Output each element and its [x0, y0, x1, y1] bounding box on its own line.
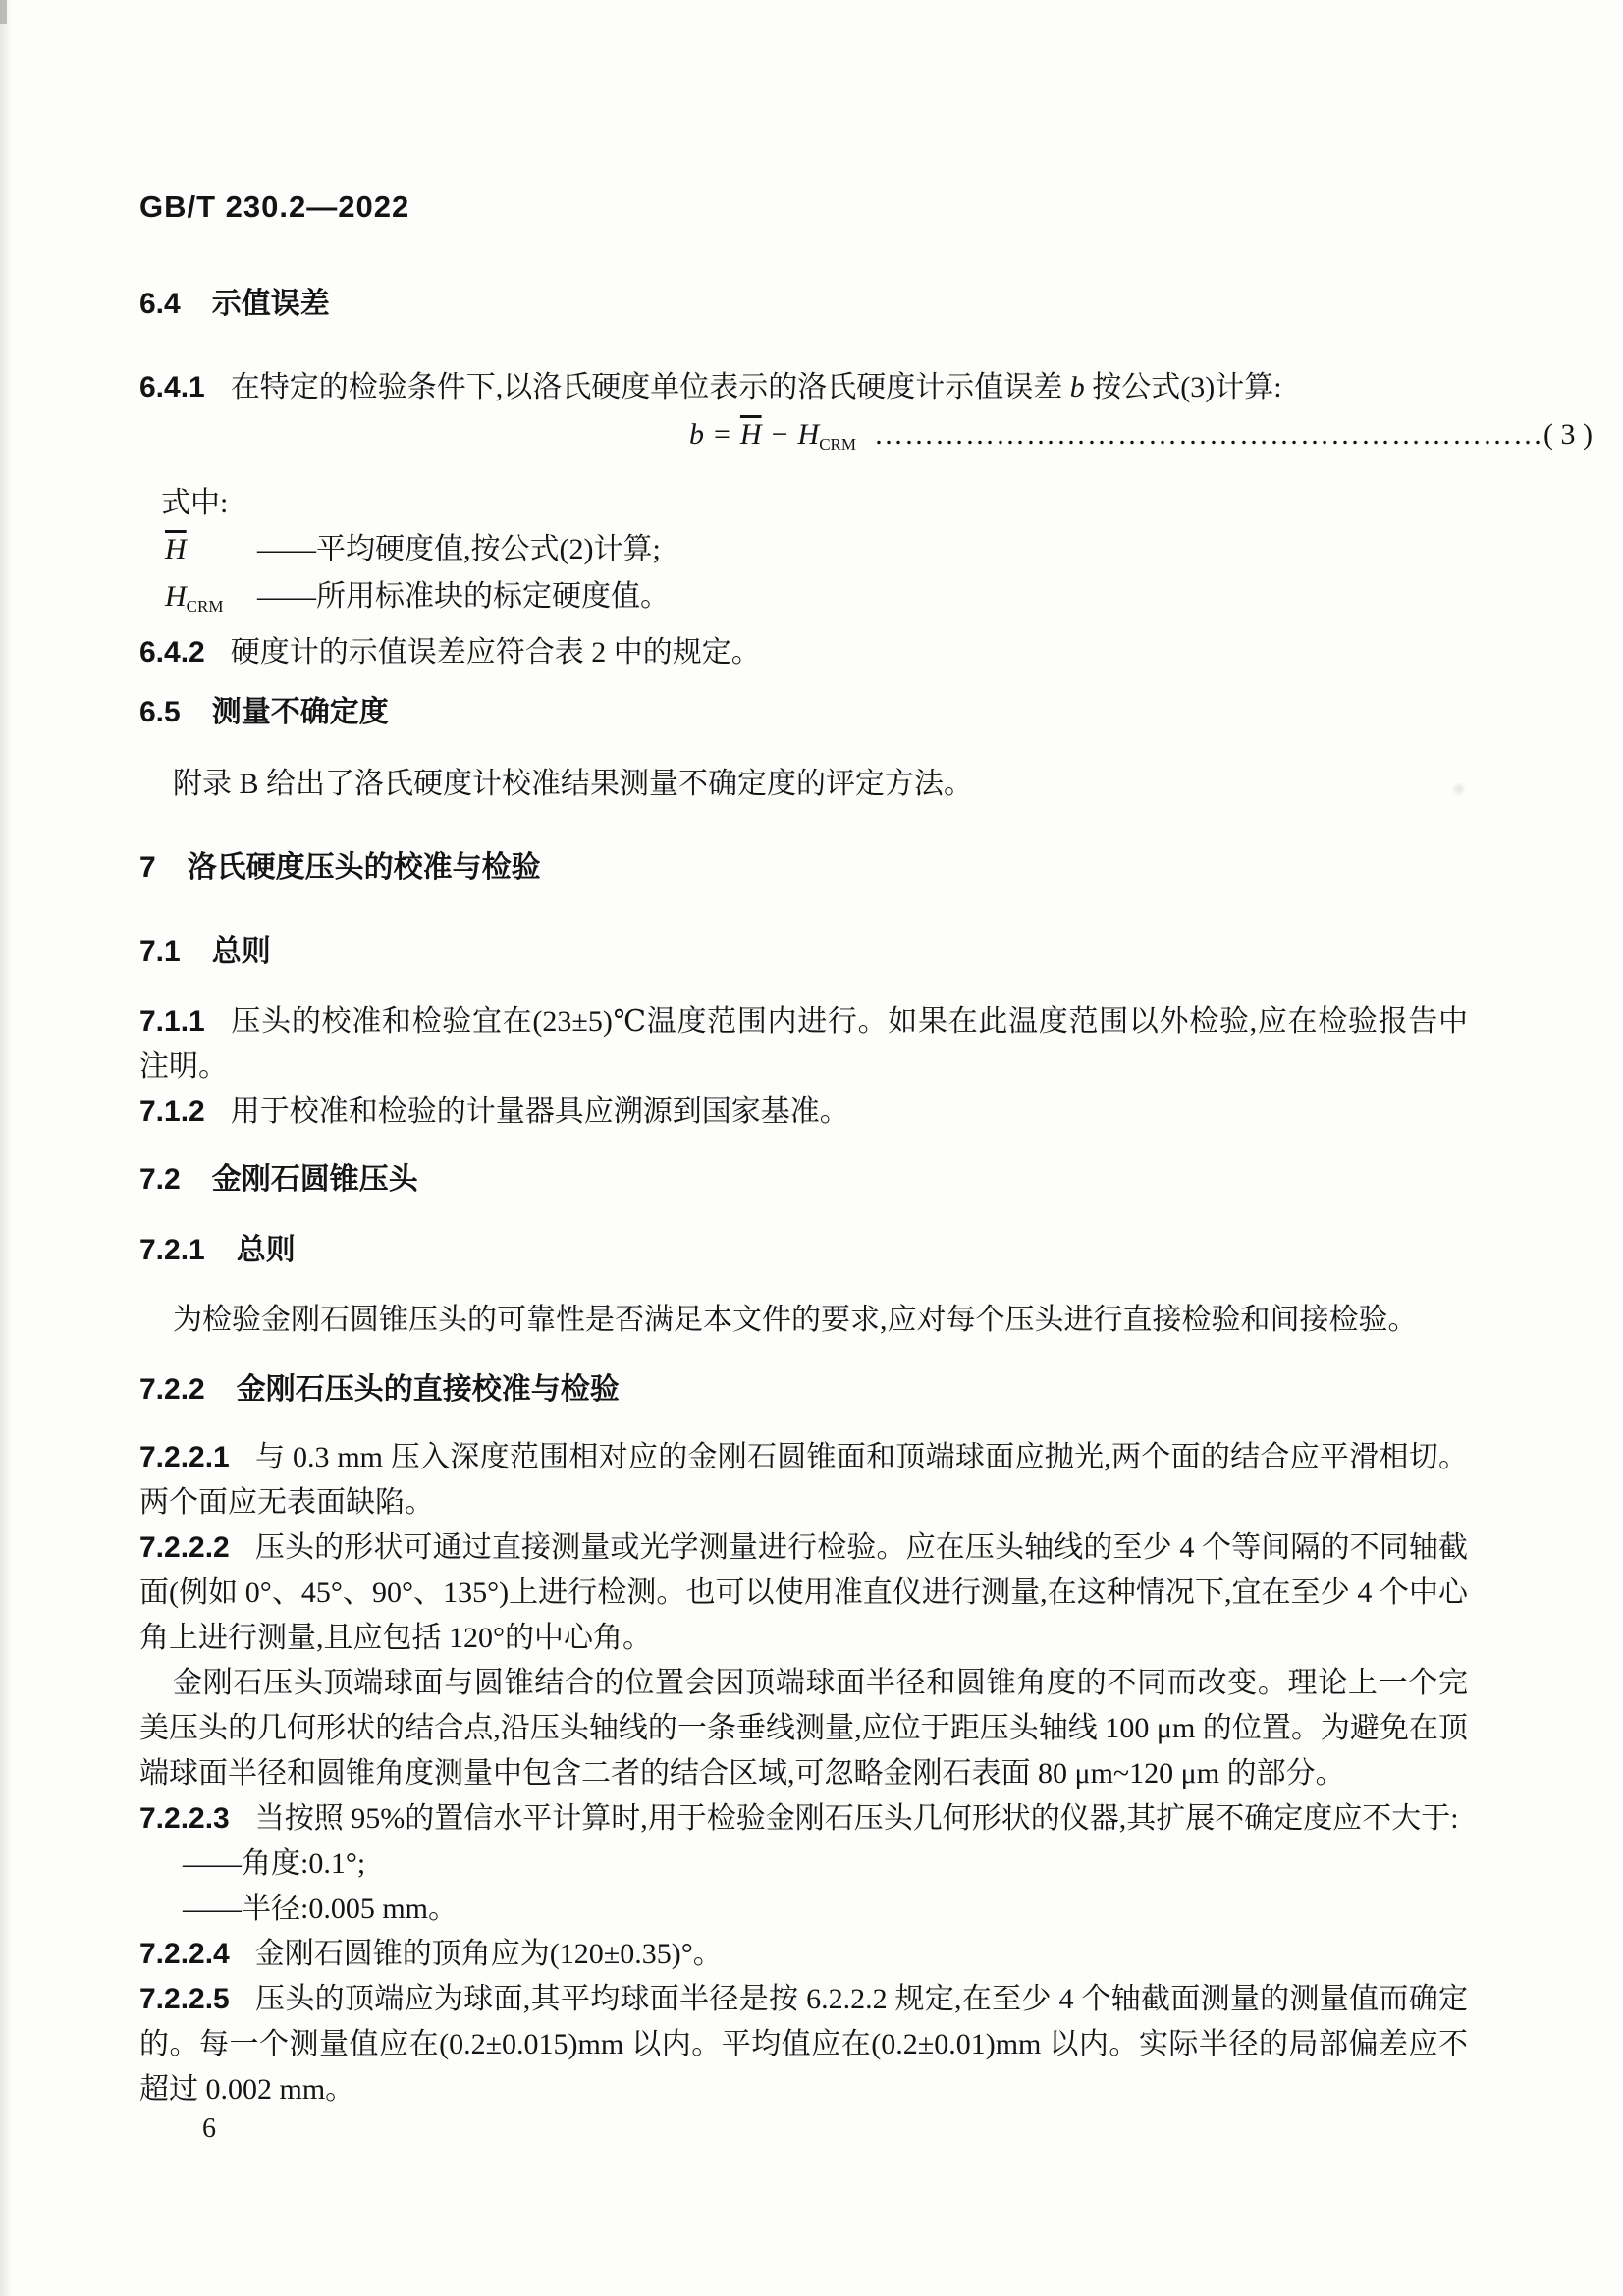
clause-number: 7.1.2: [139, 1095, 205, 1128]
where-label: 式中:: [161, 487, 229, 519]
section-heading-7-2-1: [139, 1229, 1468, 1272]
section-number: 6.5: [139, 696, 181, 728]
definition-text: ——所用标准块的标定硬度值。: [257, 580, 670, 613]
dash-item-radius: ——半径:0.005 mm。: [183, 1893, 459, 1925]
section-title: 测量不确定度: [211, 696, 389, 728]
scan-smudge: [1451, 782, 1467, 796]
clause-text: 用于校准和检验的计量器具应溯源到国家基准。: [230, 1095, 849, 1128]
minus-sign: −: [771, 418, 788, 451]
clause-number: 6.4.1: [139, 371, 205, 403]
clause-number: 7.2.2.3: [139, 1802, 230, 1835]
section-title: 金刚石圆锥压头: [211, 1163, 418, 1196]
definition-h-mean: [165, 526, 1468, 573]
chapter-title: 洛氏硬度压头的校准与检验: [187, 851, 541, 883]
section-number: 7.1: [139, 935, 181, 968]
variable-h-mean: $\overline{H}$: [739, 418, 762, 451]
clause-text: 压头的校准和检验宜在(23±5)℃温度范围内进行。如果在此温度范围以外检验,应在检验报告中注明。: [139, 1005, 1468, 1083]
section-heading-7-2: [139, 1158, 1468, 1201]
clause-number: 7.2.2.1: [139, 1441, 230, 1473]
section-number: 7.2.2: [139, 1373, 205, 1406]
section-title: 总则: [211, 935, 271, 968]
subscript-crm: CRM: [819, 435, 856, 454]
dash-item-angle: ——角度:0.1°;: [183, 1847, 366, 1880]
clause-number: 7.1.1: [139, 1005, 205, 1038]
doc-code: GB/T 230.2—2022: [139, 189, 410, 224]
clause-text: 在特定的检验条件下,以洛氏硬度单位表示的洛氏硬度计示值误差: [230, 371, 1070, 403]
section-heading-7-2-2: [139, 1368, 1468, 1412]
chapter-heading-7: [139, 846, 1468, 889]
clause-7-2-2-3: [139, 1796, 1468, 1842]
symbol-h-mean: [165, 526, 257, 573]
paragraph-7-2-2-geometry: 金刚石压头顶端球面与圆锥结合的位置会因顶端球面半径和圆锥角度的不同而改变。理论上一个完美压头的几何形状的结合点,沿压头轴线的一条垂线测量,应位于距压头轴线 100 μm 的位置。为避免在顶端球面半径和圆锥角度测量中包含二者的结合区域,可忽略金刚石表面 80 μm~120 μm 的部分。: [139, 1667, 1468, 1789]
clause-text: 与 0.3 mm 压入深度范围相对应的金刚石圆锥面和顶端球面应抛光,两个面的结合应平滑相切。两个面应无表面缺陷。: [139, 1441, 1468, 1519]
section-title: 金刚石压头的直接校准与检验: [236, 1373, 620, 1406]
variable-b: b: [689, 418, 704, 451]
section-heading-6-5: [139, 691, 1468, 734]
section-heading-6-4: [139, 283, 1468, 326]
clause-text: 当按照 95%的置信水平计算时,用于检验金刚石压头几何形状的仪器,其扩展不确定度应不大于:: [254, 1802, 1459, 1835]
section-number: 7.2: [139, 1163, 181, 1196]
clause-7-2-2-5: [139, 1977, 1468, 2112]
section-title: 示值误差: [211, 288, 330, 320]
clause-number: 7.2.2.4: [139, 1938, 230, 1970]
clause-text: 按公式(3)计算:: [1084, 371, 1282, 403]
variable-h-crm: H: [797, 418, 820, 451]
clause-text: 金刚石圆锥的顶角应为(120±0.35)°。: [254, 1938, 723, 1970]
clause-6-4-2: [139, 630, 1468, 675]
clause-7-2-2-1: [139, 1435, 1468, 1525]
paragraph-7-2-1: 为检验金刚石圆锥压头的可靠性是否满足本文件的要求,应对每个压头进行直接检验和间接检验。: [173, 1304, 1418, 1336]
section-number: 6.4: [139, 288, 181, 320]
variable-b: b: [1069, 371, 1085, 403]
scan-edge-shadow: [0, 0, 12, 2296]
variable-h-crm: H: [165, 580, 187, 613]
equals-sign: =: [714, 418, 730, 451]
variable-h-mean: $\overline{H}$: [165, 533, 187, 565]
clause-number: 7.2.2.5: [139, 1983, 230, 2015]
clause-text: 压头的顶端应为球面,其平均球面半径是按 6.2.2.2 规定,在至少 4 个轴截面测量的测量值而确定的。每一个测量值应在(0.2±0.015)mm 以内。平均值应在(0.2±0.01)mm 以内。实际半径的局部偏差应不超过 0.002 mm。: [139, 1983, 1468, 2106]
scan-corner-mark: [0, 0, 7, 24]
formula-number: ( 3 ): [1542, 418, 1593, 451]
subscript-crm: CRM: [186, 597, 224, 615]
formula-expression: [689, 412, 856, 467]
clause-number: 6.4.2: [139, 636, 205, 668]
clause-text: 压头的形状可通过直接测量或光学测量进行检验。应在压头轴线的至少 4 个等间隔的不同轴截面(例如 0°、45°、90°、135°)上进行检测。也可以使用准直仪进行测量,在这种情况下,宜在至少 4 个中心角上进行测量,且应包括 120°的中心角。: [139, 1531, 1468, 1654]
clause-7-2-2-4: [139, 1932, 1468, 1977]
paragraph-6-5: 附录 B 给出了洛氏硬度计校准结果测量不确定度的评定方法。: [173, 768, 974, 800]
section-title: 总则: [236, 1234, 296, 1266]
clause-6-4-1: [139, 365, 1468, 410]
clause-7-1-2: [139, 1090, 1468, 1135]
clause-number: 7.2.2.2: [139, 1531, 230, 1564]
clause-7-2-2-2: [139, 1525, 1468, 1661]
page-number: 6: [202, 2113, 216, 2144]
symbol-h-crm: [165, 573, 257, 630]
section-number: 7.2.1: [139, 1234, 205, 1266]
section-heading-7-1: [139, 931, 1468, 974]
definition-h-crm: [165, 573, 1468, 630]
formula-3: [139, 412, 1593, 467]
chapter-number: 7: [139, 851, 156, 883]
clause-text: 硬度计的示值误差应符合表 2 中的规定。: [230, 636, 761, 668]
definition-text: ——平均硬度值,按公式(2)计算;: [257, 533, 661, 565]
clause-7-1-1: [139, 999, 1468, 1090]
formula-dot-leader: …………………………………………………………: [873, 418, 1543, 451]
